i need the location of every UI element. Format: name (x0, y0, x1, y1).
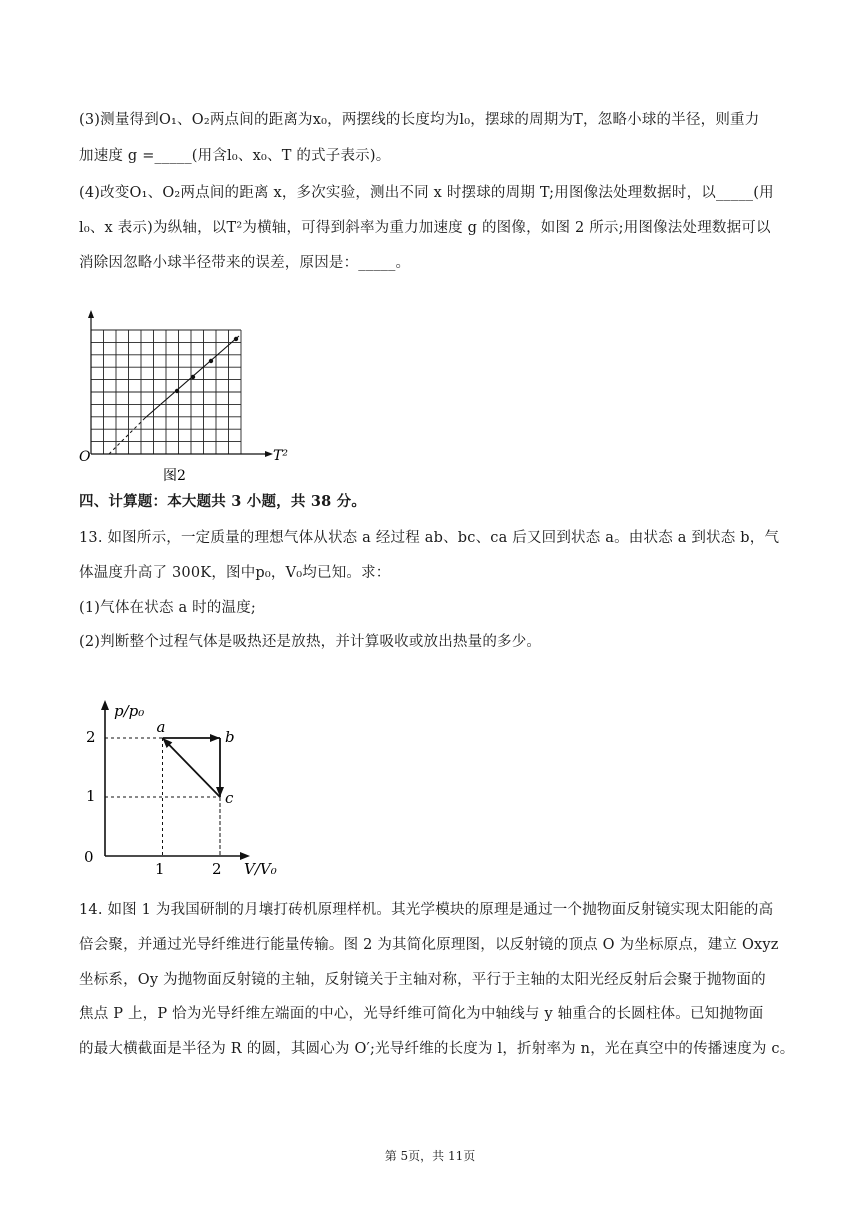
q14-line1: 14. 如图 1 为我国研制的月壤打砖机原理样机。其光学模块的原理是通过一个抛物面反射镜实现太阳能的高 (79, 902, 774, 918)
q12-part3-line1: (3)测量得到O₁、O₂两点间的距离为x₀，两摆线的长度均为l₀，摆球的周期为T，忽略小球的半径，则重力 (79, 112, 760, 128)
q12-part4-line1: (4)改变O₁、O₂两点间的距离 x，多次实验，测出不同 x 时摆球的周期 T;用图像法处理数据时，以_____(用 (79, 185, 774, 201)
fig2-origin-label: O (79, 449, 91, 465)
q12-part4-line3: 消除因忽略小球半径带来的误差，原因是：_____。 (79, 255, 411, 271)
pv-x-axis-arrow (240, 852, 250, 860)
pv-x-axis-label: V/V₀ (244, 860, 277, 878)
q12-part4-line2: l₀、x 表示)为纵轴，以T²为横轴，可得到斜率为重力加速度 g 的图像，如图 2 所示;用图像法处理数据可以 (79, 220, 771, 236)
pv-chart (78, 696, 298, 886)
page-number: 第 5页，共 11页 (384, 1149, 476, 1163)
pv-y-axis-label: p/p₀ (114, 702, 145, 720)
fig2-caption: 图2 (163, 468, 186, 484)
q13-part1: (1)气体在状态 a 时的温度; (79, 600, 256, 616)
pv-y-axis-arrow (101, 700, 109, 710)
pv-process-ca (163, 738, 221, 797)
pv-y-tick-1: 1 (86, 787, 96, 805)
pv-origin-label: 0 (84, 848, 94, 866)
pv-point-label-a: a (156, 718, 166, 736)
q13-line1: 13. 如图所示，一定质量的理想气体从状态 a 经过程 ab、bc、ca 后又回到状态 a。由状态 a 到状态 b，气 (79, 530, 780, 546)
q13-line2: 体温度升高了 300K，图中p₀，V₀均已知。求： (79, 565, 391, 581)
fig2-y-axis-arrow (88, 310, 94, 318)
figure-2-graph (75, 308, 295, 488)
section-4-heading: 四、计算题：本大题共 3 小题，共 38 分。 (79, 493, 367, 510)
q14-line3: 坐标系，Oy 为抛物面反射镜的主轴，反射镜关于主轴对称，平行于主轴的太阳光经反射后会聚于抛物面的 (79, 972, 766, 988)
fig2-data-point (209, 359, 213, 363)
q13-part2: (2)判断整个过程气体是吸热还是放热，并计算吸收或放出热量的多少。 (79, 634, 542, 650)
fig2-x-axis-arrow (265, 451, 273, 457)
fig2-data-point (234, 337, 238, 341)
pv-arrowhead-ab (210, 734, 220, 742)
q14-line4: 焦点 P 上，P 恰为光导纤维左端面的中心，光导纤维可简化为中轴线与 y 轴重合的长圆柱体。已知抛物面 (79, 1006, 764, 1022)
fig2-data-point (191, 375, 195, 379)
q12-part3-line2: 加速度 g =_____(用含l₀、x₀、T 的式子表示)。 (79, 148, 391, 164)
pv-axes (101, 700, 250, 860)
pv-x-tick-1: 1 (155, 860, 165, 878)
fig2-data-point (175, 389, 179, 393)
pv-x-tick-2: 2 (212, 860, 222, 878)
q14-line5: 的最大横截面是半径为 R 的圆，其圆心为 O′;光导纤维的长度为 l，折射率为 n，光在真空中的传播速度为 c。 (79, 1041, 795, 1057)
pv-arrowhead-bc (216, 787, 224, 797)
fig2-dashed-extension (109, 418, 145, 454)
pv-y-tick-2: 2 (86, 728, 96, 746)
q14-line2: 倍会聚，并通过光导纤维进行能量传输。图 2 为其简化原理图，以反射镜的顶点 O 为坐标原点，建立 Oxyz (79, 937, 779, 953)
fig2-x-axis-label: T² (273, 448, 288, 464)
pv-point-label-c: c (225, 789, 234, 807)
fig2-grid (91, 330, 241, 454)
pv-point-label-b: b (225, 728, 235, 746)
